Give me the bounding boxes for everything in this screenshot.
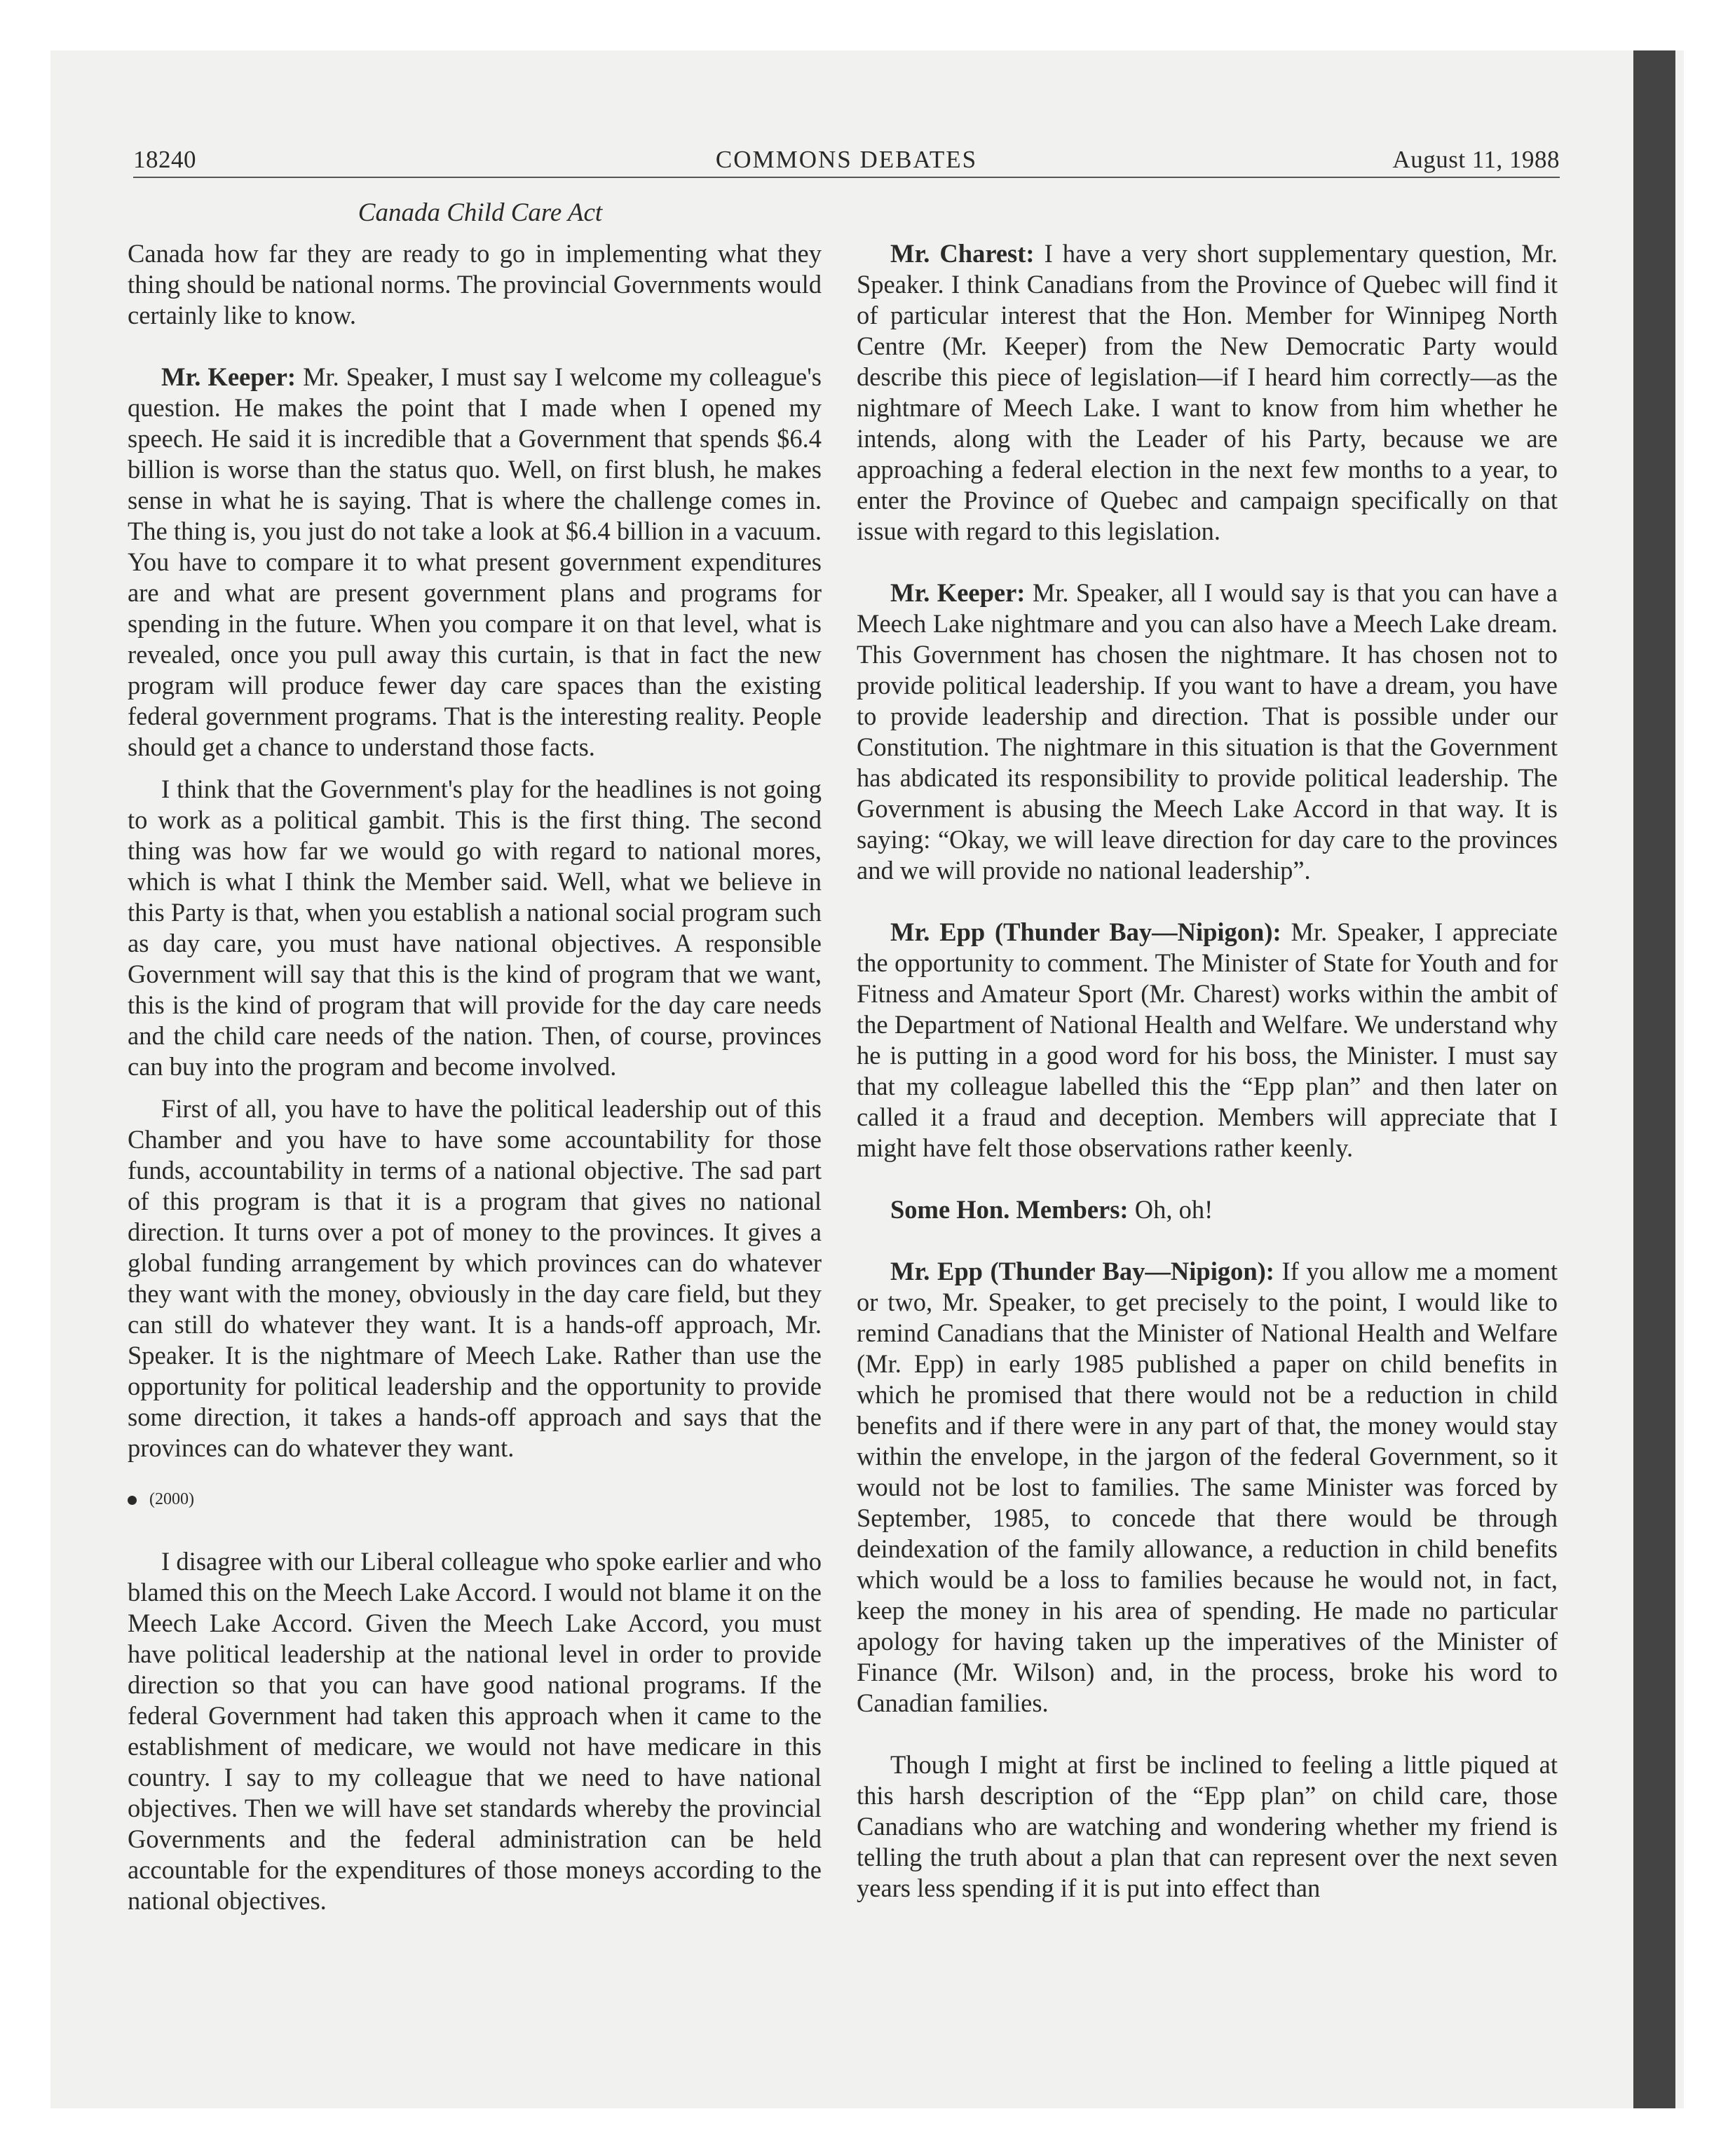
page-header bbox=[133, 146, 1560, 181]
binding-edge bbox=[1633, 50, 1675, 2108]
bullet-icon bbox=[128, 1496, 137, 1505]
paragraph: Mr. Epp (Thunder Bay—Nipigon): Mr. Speaker, I appreciate the opportunity to comment. The Minister of State for Youth and for Fitness and Amateur Sport (Mr. Charest) works within the ambit of the Department of National Health and Welfare. We understand why he is putting in a good word for his boss, the Minister. I must say that my colleague labelled this the “Epp plan” and then later on called it a fraud and deception. Members will appreciate that I might have felt those observations rather keenly. bbox=[857, 917, 1558, 1162]
paragraph: Mr. Charest: I have a very short supplementary question, Mr. Speaker. I think Canadians from the Province of Quebec will find it of particular interest that the Hon. Member for Winnipeg North Centre (Mr. Keeper) from the New Democratic Party would describe this piece of legislation—if I heard him correctly—as the nightmare of Meech Lake. I want to know from him whether he intends, along with the Leader of his Party, because we are approaching a federal election in the next few months to a year, to enter the Province of Quebec and campaign specifically on that issue with regard to this legislation. bbox=[857, 239, 1558, 545]
page-number: 18240 bbox=[133, 146, 196, 173]
time-marker: (2000) bbox=[128, 1489, 822, 1510]
paragraph: Mr. Keeper: Mr. Speaker, all I would say is that you can have a Meech Lake nightmare and you can also have a Meech Lake dream. This Government has chosen the nightmare. It has chosen not to provide political leadership. If you want to have a dream, you have to provide leadership and direction. That is possible under our Constitution. The nightmare in this situation is that the Government has abdicated its responsibility to provide political leadership. The Government is abusing the Meech Lake Accord in that way. It is saying: “Okay, we will leave direction for day care to the provinces and we will provide no national leadership”. bbox=[857, 578, 1558, 885]
section-title: Canada Child Care Act bbox=[358, 198, 603, 227]
paragraph: Though I might at first be inclined to feeling a little piqued at this harsh description of the “Epp plan” on child care, those Canadians who are watching and wondering whether my friend is telling the truth about a plan that can represent over the next seven years less spending if it is put into effect than bbox=[857, 1750, 1558, 1902]
publication-title: COMMONS DEBATES bbox=[715, 146, 978, 173]
paragraph: Mr. Epp (Thunder Bay—Nipigon): If you allow me a moment or two, Mr. Speaker, to get precisely to the point, I would like to remind Canadians that the Minister of National Health and Welfare (Mr. Epp) in early 1985 published a paper on child benefits in which he promised that there would not be a reduction in child benefits and if there were in any part of that, the money would stay within the envelope, in the jargon of the federal Government, so it would not be lost to families. The same Minister was forced by September, 1985, to concede that there would be through deindexation of the family allowance, a reduction in child benefits which would be a loss to families because he would not, in fact, keep the money in his area of spending. He made no particular apology for having taken up the imperatives of the Minister of Finance (Mr. Wilson) and, in the process, broke his word to Canadian families. bbox=[857, 1257, 1558, 1717]
left-column bbox=[128, 238, 822, 1928]
right-column bbox=[857, 238, 1558, 1915]
speaker-name: Mr. Epp (Thunder Bay—Nipigon): bbox=[890, 1257, 1274, 1285]
speaker-name: Mr. Keeper: bbox=[161, 362, 297, 391]
paragraph: Canada how far they are ready to go in implementing what they thing should be national norms. The provincial Governments would certainly like to know. bbox=[128, 239, 822, 329]
paragraph: I disagree with our Liberal colleague who spoke earlier and who blamed this on the Meech Lake Accord. I would not blame it on the Meech Lake Accord. Given the Meech Lake Accord, you must have political leadership at the national level in order to provide direction so that you can have good national programs. If the federal Government had taken this approach when it came to the establishment of medicare, we would not have medicare in this country. I say to my colleague that we need to have national objectives. Then we will have set standards whereby the provincial Governments and the federal administration can be held accountable for the expenditures of those moneys according to the national objectives. bbox=[128, 1547, 822, 1915]
paragraph: Mr. Keeper: Mr. Speaker, I must say I welcome my colleague's question. He makes the point that I made when I opened my speech. He said it is incredible that a Government that spends $6.4 billion is worse than the status quo. Well, on first blush, he makes sense in what he is saying. That is where the challenge comes in. The thing is, you just do not take a look at $6.4 billion in a vacuum. You have to compare it to what present government expenditures are and what are present government plans and programs for spending in the future. When you compare it on that level, what is revealed, once you pull away this curtain, is that in fact the new program will produce fewer day care spaces than the existing federal government programs. That is the interesting reality. People should get a chance to understand those facts. bbox=[128, 362, 822, 761]
header-rule bbox=[133, 177, 1560, 178]
debate-date: August 11, 1988 bbox=[1392, 146, 1560, 173]
speaker-name: Some Hon. Members: bbox=[890, 1195, 1129, 1224]
speaker-name: Mr. Charest: bbox=[890, 239, 1035, 268]
paragraph: I think that the Government's play for the headlines is not going to work as a political gambit. This is the first thing. The second thing was how far we would go with regard to national mores, which is what I think the Member said. Well, what we believe in this Party is that, when you establish a national social program such as day care, you must have national objectives. A responsible Government will say that this is the kind of program that we want, this is the kind of program that will provide for the day care needs and the child care needs of the nation. Then, of course, provinces can buy into the program and become involved. bbox=[128, 775, 822, 1081]
speaker-name: Mr. Epp (Thunder Bay—Nipigon): bbox=[890, 917, 1281, 946]
paragraph: Some Hon. Members: Oh, oh! bbox=[890, 1195, 1213, 1224]
paragraph: First of all, you have to have the political leadership out of this Chamber and you have to have some accountability for those funds, accountability in terms of a national objective. The sad part of this program is that it is a program that gives no national direction. It turns over a pot of money to the provinces. It gives a global funding arrangement by which provinces can do whatever they want with the money, obviously in the day care field, but they can still do whatever they want. It is a hands-off approach, Mr. Speaker. It is the nightmare of Meech Lake. Rather than use the opportunity for political leadership and the opportunity to provide some direction, it takes a hands-off approach and says that the provinces can do whatever they want. bbox=[128, 1094, 822, 1462]
speaker-name: Mr. Keeper: bbox=[890, 578, 1026, 607]
